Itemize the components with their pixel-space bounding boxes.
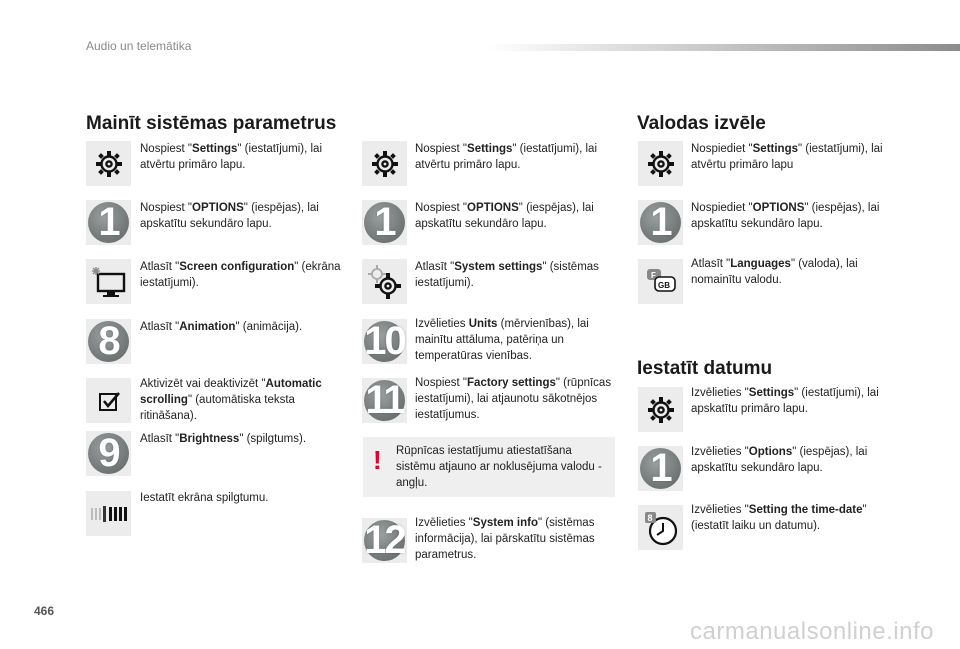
languages-icon-label-b: GB bbox=[657, 280, 670, 290]
instruction-text: Atlasīt "Languages" (valoda), lai nomainītu valodu. bbox=[691, 258, 858, 286]
instruction-text: Atlasīt "System settings" (sistēmas iestatījumi). bbox=[415, 261, 599, 289]
instruction-text: Atlasīt "Screen configuration" (ekrāna iestatījumi). bbox=[140, 261, 341, 289]
settings-gear-icon bbox=[362, 141, 407, 186]
header-title: Audio un telemātika bbox=[86, 39, 192, 53]
warning-icon: ! bbox=[373, 445, 382, 475]
watermark: carmanualsonline.info bbox=[690, 618, 934, 645]
checkbox-icon bbox=[86, 378, 131, 423]
screen-configuration-icon bbox=[86, 259, 131, 304]
step-number-badge: 1 bbox=[638, 446, 683, 491]
instruction-text: Aktivizēt vai deaktivizēt "Automatic scrolling" (automātiska teksta ritināšana). bbox=[140, 378, 322, 422]
instruction-text: Nospiest "Settings" (iestatījumi), lai atvērtu primāro lapu. bbox=[415, 143, 598, 171]
system-settings-icon bbox=[362, 259, 407, 304]
step-number-badge: 9 bbox=[86, 431, 131, 476]
step-number-badge: 12 bbox=[362, 518, 407, 563]
instruction-text: Nospiest "OPTIONS" (iespējas), lai apskatītu sekundāro lapu. bbox=[140, 202, 319, 230]
settings-gear-icon bbox=[638, 387, 683, 432]
instruction-text: Nospiediet "OPTIONS" (iespējas), lai apskatītu sekundāro lapu. bbox=[691, 202, 880, 230]
step-number-badge: 11 bbox=[362, 378, 407, 423]
section-title-language: Valodas izvēle bbox=[637, 113, 766, 134]
page-number: 466 bbox=[34, 604, 55, 618]
step-number-badge: 1 bbox=[362, 200, 407, 245]
languages-icon bbox=[638, 259, 683, 304]
step-number-badge: 8 bbox=[86, 319, 131, 364]
settings-gear-icon bbox=[86, 141, 131, 186]
warning-text: Rūpnīcas iestatījumu atiestatīšana sistēmu atjauno ar noklusējuma valodu - angļu. bbox=[396, 445, 602, 489]
instruction-text: Izvēlieties "Settings" (iestatījumi), lai apskatītu primāro lapu. bbox=[691, 387, 879, 415]
brightness-slider-icon bbox=[86, 491, 131, 536]
instruction-text: Izvēlieties Units (mērvienības), lai mainītu attāluma, patēriņa un temperatūras vienības. bbox=[415, 318, 589, 362]
instruction-text: Nospiest "OPTIONS" (iespējas), lai apskatītu sekundāro lapu. bbox=[415, 202, 594, 230]
instruction-text: Nospiest "Factory settings" (rūpnīcas iestatījumi), lai atjaunotu sākotnējos iestatījumus. bbox=[415, 377, 612, 421]
languages-icon-label-a: F bbox=[650, 270, 656, 280]
time-date-icon-label: 8 bbox=[647, 512, 653, 523]
instruction-text: Atlasīt "Animation" (animācija). bbox=[140, 321, 303, 333]
header-decoration-bar bbox=[488, 44, 960, 51]
step-number-badge: 1 bbox=[638, 200, 683, 245]
section-title-date: Iestatīt datumu bbox=[637, 358, 773, 379]
instruction-text: Izvēlieties "Setting the time-date" (iestatīt laiku un datumu). bbox=[691, 504, 867, 532]
instruction-text: Izvēlieties "System info" (sistēmas informācija), lai pārskatītu sistēmas parametrus. bbox=[415, 517, 595, 561]
instruction-text: Nospiediet "Settings" (iestatījumi), lai atvērtu primāro lapu bbox=[691, 143, 883, 171]
warning-box bbox=[363, 437, 615, 497]
instruction-text: Iestatīt ekrāna spilgtumu. bbox=[140, 492, 269, 504]
section-title-system: Mainīt sistēmas parametrus bbox=[86, 113, 337, 134]
instruction-text: Nospiest "Settings" (iestatījumi), lai atvērtu primāro lapu. bbox=[140, 143, 323, 171]
time-date-icon bbox=[638, 505, 683, 550]
settings-gear-icon bbox=[638, 141, 683, 186]
instruction-text: Izvēlieties "Options" (iespējas), lai apskatītu sekundāro lapu. bbox=[691, 446, 868, 474]
step-number-badge: 10 bbox=[362, 319, 407, 364]
step-number-badge: 1 bbox=[86, 200, 131, 245]
instruction-text: Atlasīt "Brightness" (spilgtums). bbox=[140, 433, 307, 445]
